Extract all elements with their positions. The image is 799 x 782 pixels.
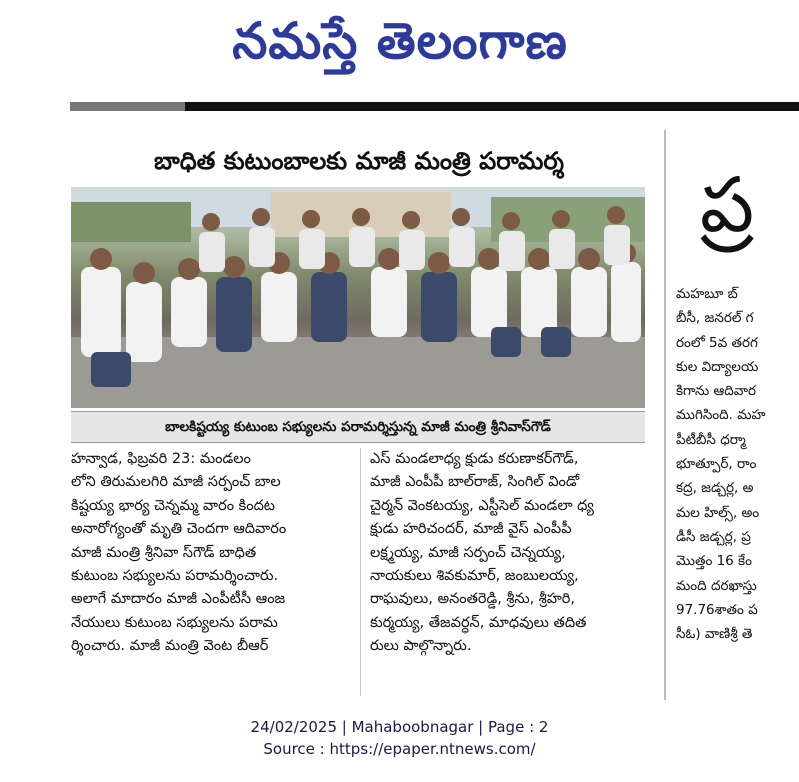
article-text-line: క్షుడు హరిచందర్, మాజీ వైస్ ఎంపీపీ bbox=[370, 521, 572, 538]
article-text-line: అనారోగ్యంతో మృతి చెందగా ఆదివారం bbox=[71, 521, 287, 538]
side-text-line: మహబూ బ్ bbox=[676, 286, 738, 302]
article-text-line: కిష్టయ్య భార్య చెన్నమ్మ వారం కిందట bbox=[71, 497, 276, 514]
side-article-headline: ప్ర bbox=[700, 160, 755, 249]
article-text-line: నేయులు కుటుంబ సభ్యులను పరామ bbox=[71, 614, 278, 631]
side-text-line: కిగాను ఆదివార bbox=[676, 383, 756, 400]
side-text-line: 97.76శాతం ప bbox=[676, 601, 758, 618]
side-text-line: సీఓ) వాణిశ్రీ తె bbox=[676, 626, 753, 643]
article-column-1 bbox=[71, 448, 352, 659]
photo-caption: బాలకిష్టయ్య కుటుంబ సభ్యులను పరామర్శిస్తున్న మాజీ మంత్రి శ్రీనివాస్‌గౌడ్ bbox=[71, 411, 645, 443]
side-text-line: మల హిల్స్, అం bbox=[676, 504, 760, 521]
article-text-line: ఎస్ మండలాధ్య క్షుడు కరుణాకర్‌గౌడ్, bbox=[370, 451, 579, 467]
side-text-line: మొత్తం 16 కేం bbox=[676, 553, 752, 570]
side-text-line: భూత్పూర్, రాం bbox=[676, 456, 757, 473]
footer-source-link[interactable]: Source : https://epaper.ntnews.com/ bbox=[263, 740, 536, 758]
side-text-line: కుల విద్యాలయ bbox=[676, 358, 759, 375]
article-headline: బాధిత కుటుంబాలకు మాజీ మంత్రి పరామర్శ bbox=[154, 147, 564, 175]
article-text-line: రులు పాల్గొన్నారు. bbox=[370, 638, 472, 655]
side-text-line: కద్ర, జడ్చర్ల, అ bbox=[676, 480, 754, 497]
newspaper-masthead: నమస్తే తెలంగాణ bbox=[232, 12, 568, 70]
side-text-line: పీటీబీసీ ధర్మా bbox=[676, 431, 746, 448]
article-text-line: హన్వాడ, ఫిబ్రవరి 23: మండలం bbox=[71, 451, 251, 467]
article-photo bbox=[71, 187, 645, 408]
article-text-line: ర్శించారు. మాజీ మంత్రి వెంట బీఆర్ bbox=[71, 638, 269, 655]
side-text-line: డీసీ జడ్చర్ల, ప్ర bbox=[676, 528, 751, 545]
article-text-line: మాజీ మంత్రి శ్రీనివా స్‌గౌడ్ బాధిత bbox=[71, 544, 257, 561]
side-text-line: రంలో 5వ తరగ bbox=[676, 334, 758, 351]
article-text-line: రాఘవులు, అనంతరెడ్డి, శ్రీను, శ్రీహరి, bbox=[370, 591, 575, 608]
group-photo-illustration bbox=[71, 187, 645, 408]
article-text-line: చైర్మన్ వెంకటయ్య, ఎస్టీసెల్ మండలా ధ్య bbox=[370, 497, 594, 514]
article-column-2 bbox=[370, 448, 647, 659]
page-footer bbox=[0, 716, 799, 760]
article-text-line: మాజీ ఎంపీపీ బాల్‌రాజ్, సింగిల్ విండో bbox=[370, 474, 580, 491]
footer-date-edition-page: 24/02/2025 | Mahaboobnagar | Page : 2 bbox=[250, 718, 549, 736]
article-text-line: కుటుంబ సభ్యులను పరామర్శించారు. bbox=[71, 567, 279, 584]
column-divider bbox=[664, 130, 666, 700]
text-column-separator bbox=[360, 448, 361, 696]
article-text-line: అలాగే మాదారం మాజీ ఎంపీటీసీ ఆంజ bbox=[71, 591, 286, 608]
side-article-column bbox=[676, 282, 799, 646]
article-text-line: లోని తిరుమలగిరి మాజీ సర్పంచ్ బాల bbox=[71, 474, 281, 491]
side-text-line: ముగిసింది. మహ bbox=[676, 407, 766, 424]
article-text-line: కుర్మయ్య, తేజవర్ధన్, మాధవులు తదిత bbox=[370, 614, 587, 631]
article-text-line: లక్ష్మయ్య, మాజీ సర్పంచ్ చెన్నయ్య, bbox=[370, 544, 566, 561]
side-text-line: మంది దరఖాస్తు bbox=[676, 577, 757, 594]
article-text-line: నాయకులు శివకుమార్, జంబులయ్య, bbox=[370, 567, 579, 584]
side-text-line: బీసీ, జనరల్ గ bbox=[676, 310, 754, 327]
masthead-rule bbox=[70, 102, 799, 111]
